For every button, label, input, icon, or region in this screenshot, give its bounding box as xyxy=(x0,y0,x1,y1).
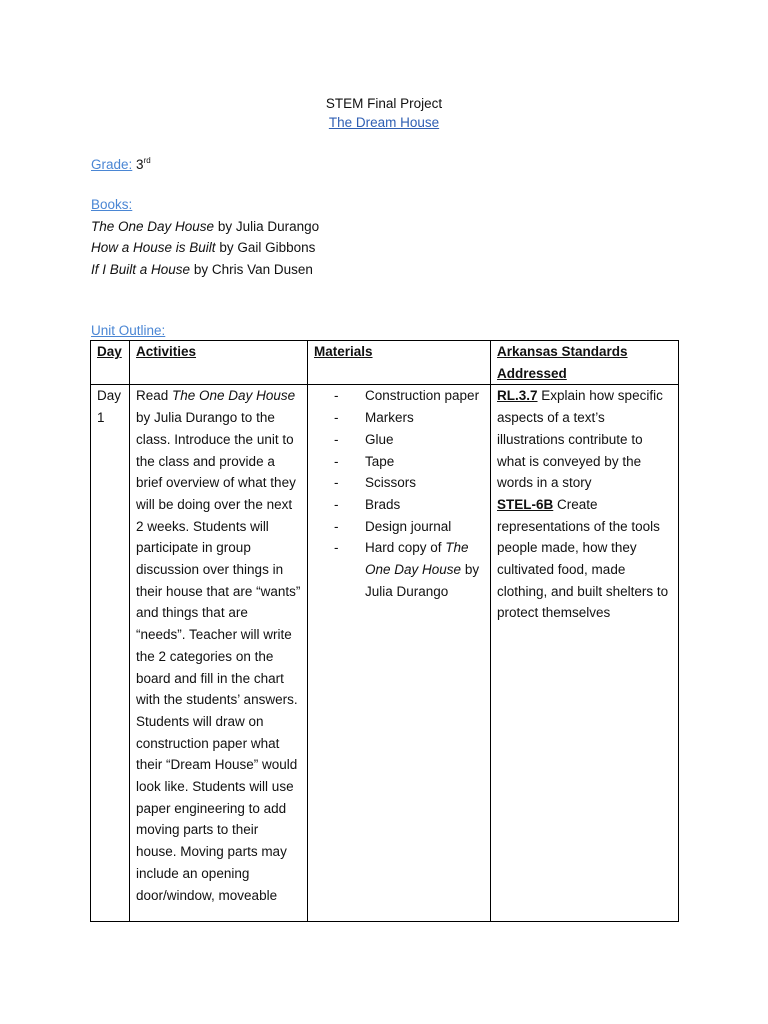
header-day: Day xyxy=(91,341,130,385)
header-standards: Arkansas Standards Addressed xyxy=(491,341,679,385)
standard-code: RL.3.7 xyxy=(497,388,538,404)
material-item: - Scissors xyxy=(334,472,484,494)
day-cell: Day 1 xyxy=(91,385,130,922)
header-activities: Activities xyxy=(130,341,308,385)
materials-cell xyxy=(308,385,491,922)
grade-label: Grade: xyxy=(91,157,133,172)
standard-code: STEL-6B xyxy=(497,496,554,512)
book-author: by Gail Gibbons xyxy=(215,240,316,255)
grade-suffix: rd xyxy=(143,156,151,165)
activity-text: Read xyxy=(136,388,173,404)
page-title: STEM Final Project xyxy=(325,96,443,111)
title-block xyxy=(0,94,768,132)
unit-outline-table xyxy=(90,340,679,922)
standard-text: Create representations of the tools people made, how they cultivated food, made clothing, and built shelters to protect themselves xyxy=(497,496,669,621)
material-item: - Brads xyxy=(334,494,484,516)
material-text: Hard copy of xyxy=(365,540,446,556)
book-item xyxy=(91,259,319,281)
material-item: - Markers xyxy=(334,407,484,429)
books-label: Books: xyxy=(91,197,133,212)
material-item: - Tape xyxy=(334,451,484,473)
table-header-row xyxy=(91,341,679,385)
grade-value: 3 xyxy=(136,157,144,172)
material-item: - Glue xyxy=(334,429,484,451)
grade-line xyxy=(91,151,151,174)
activity-book-title: The One Day House xyxy=(172,388,296,404)
standards-cell xyxy=(491,385,679,922)
book-author: by Chris Van Dusen xyxy=(190,261,313,277)
subtitle-link[interactable]: The Dream House xyxy=(328,115,440,130)
header-materials: Materials xyxy=(308,341,491,385)
materials-list xyxy=(314,385,484,602)
standard-text: Explain how specific aspects of a text’s illustrations contribute to what is conveyed by the words in a story xyxy=(497,388,663,491)
material-book-title: The One Day House xyxy=(365,540,469,578)
activity-text: by Julia Durango to the class. Introduce the unit to the class and provide a brief overview of what they will be doing over the next 2 weeks. Students will participate in group discussion over things in their house that are “wants” and things that are “needs”. Teacher will write the 2 categories on the board and fill in the chart with the students’ answers. Students will draw on construction paper what their “Dream House” would look like. Students will use paper engineering to add moving parts to their house. Moving parts may include an opening door/window, moveable xyxy=(136,410,301,903)
book-title: If I Built a House xyxy=(91,261,191,277)
material-item: - Design journal xyxy=(334,516,484,538)
activities-cell xyxy=(130,385,308,922)
books-section xyxy=(91,194,319,280)
book-item xyxy=(91,237,319,259)
book-title: The One Day House xyxy=(91,218,215,234)
unit-outline-label: Unit Outline: xyxy=(91,323,166,338)
book-item xyxy=(91,216,319,238)
book-title: How a House is Built xyxy=(91,240,216,255)
material-item: - Construction paper xyxy=(334,385,484,407)
table-row xyxy=(91,385,679,922)
material-text: by Julia Durango xyxy=(365,562,480,599)
book-author: by Julia Durango xyxy=(214,218,320,234)
material-item xyxy=(334,537,484,602)
